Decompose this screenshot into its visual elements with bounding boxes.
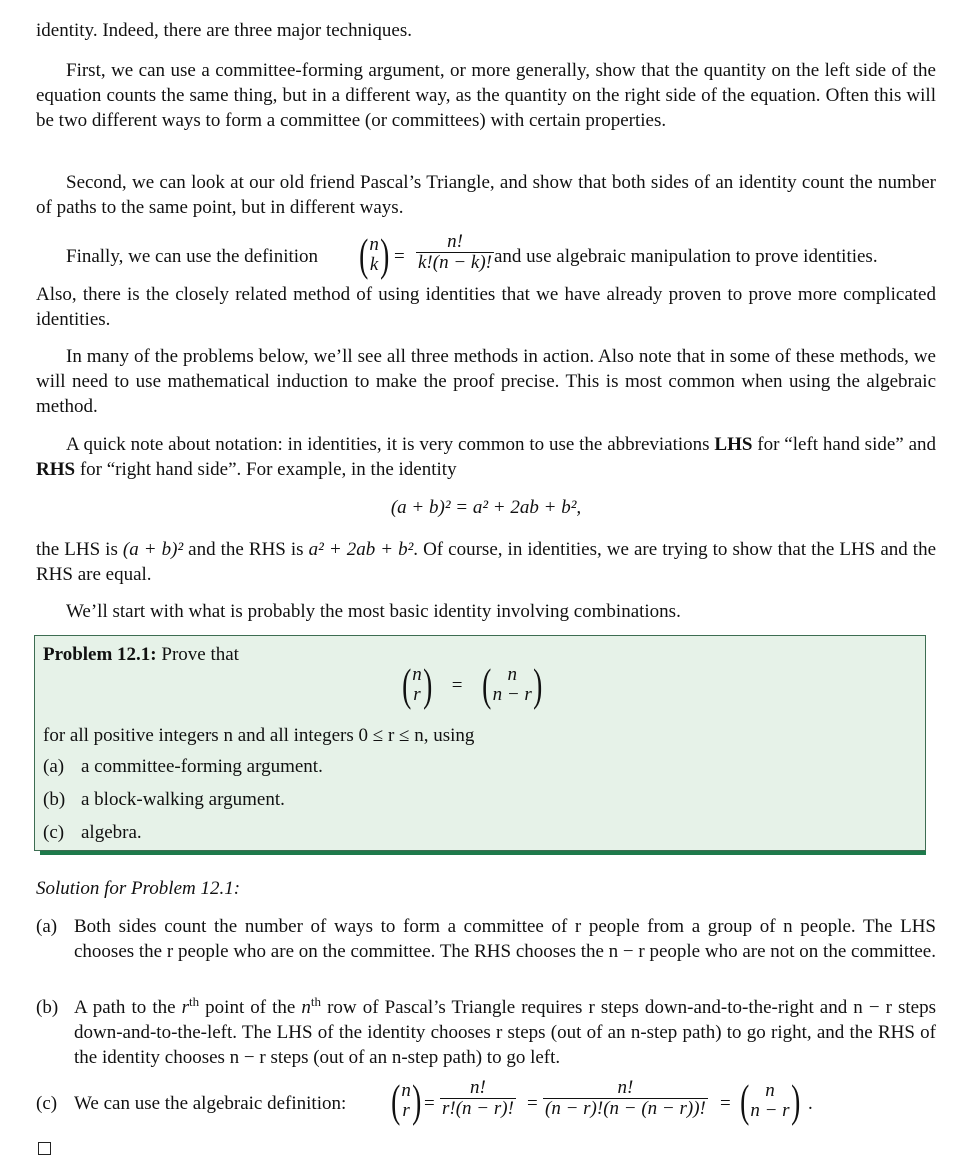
binom-bottom: k xyxy=(369,254,379,275)
problem-box-inner xyxy=(34,635,926,851)
solution-fraction-1: $\frac{n!}{r!(n - r)!}$ xyxy=(442,1077,514,1119)
paragraph-pascal: Second, we can look at our old friend Pascal’s Triangle, and show that both sides of an identity count the number of paths to the same point, but in different ways. xyxy=(36,172,936,218)
paragraph-definition-cont: Also, there is the closely related method of using identities that we have already proven to prove more complicated identities. xyxy=(36,284,936,330)
problem-title: Problem 12.1: xyxy=(43,644,157,665)
solution-fraction-2: $\frac{n!}{(n - r)!(n - (n - r))!}$ xyxy=(545,1077,706,1119)
choice-letter: (b) xyxy=(43,789,66,810)
problem-binom-rhs: ( n n − r ) xyxy=(482,659,543,710)
binom-n-k: ( n k ) xyxy=(359,229,390,280)
paragraph-methods: In many of the problems below, we’ll see all three methods in action. Also note that in some of these methods, we will need to use mathematical induction to make the proof precise. This is most common when using the algebraic method. xyxy=(36,346,936,417)
problem-equation xyxy=(35,659,909,710)
notation-text-b: for “left hand side” and xyxy=(752,434,937,455)
choice-text: a block-walking argument. xyxy=(81,789,285,810)
display-equation: (a + b)² = a² + 2ab + b², xyxy=(390,497,582,518)
solution-binom-lhs: ( n r ) xyxy=(391,1075,422,1126)
binom-top: n xyxy=(369,234,379,255)
factorial-fraction xyxy=(416,232,494,273)
notation-text-a: A quick note about notation: in identities, it is very common to use the abbreviations xyxy=(66,434,715,455)
choice-text: algebra. xyxy=(81,822,142,843)
solution-equals-1: = xyxy=(424,1093,435,1114)
lhsrhs-text-b: and the RHS is xyxy=(183,539,309,560)
solution-text-b: A path to the $r^{th}$ point of the $n^{th}$ row of Pascal’s Triangle requires r steps down-and-to-the-right and n − r steps down-and-to-the-left. The LHS of the identity chooses r steps (out of an n-step path) to go right, and the RHS of the identity chooses n − r steps (out of an n-step path) to go left. xyxy=(74,994,936,1068)
lhsrhs-text-a: the LHS is xyxy=(36,539,123,560)
problem-choice-b xyxy=(43,787,285,812)
solution-text-a: Both sides count the number of ways to form a committee of r people from a group of n people. The LHS chooses the r people who are on the committee. The RHS chooses the n − r people who are not on the committee. xyxy=(74,916,936,962)
paragraph-lhs-rhs xyxy=(36,537,936,587)
rhs-abbrev: RHS xyxy=(36,459,76,480)
lhsrhs-text-c: . Of course, in identities, we are trying to show that the LHS and the RHS are equal. xyxy=(36,539,936,585)
equals-sign: = xyxy=(394,246,405,267)
definition-text-before: Finally, we can use the definition xyxy=(66,246,319,267)
paragraph-notation xyxy=(36,432,936,482)
paragraph-start: We’ll start with what is probably the most basic identity involving combinations. xyxy=(66,601,681,622)
rhs-binom-top: n xyxy=(507,664,517,685)
qed-square-icon xyxy=(38,1142,51,1155)
fraction-denominator: k!(n − k)! xyxy=(418,252,492,273)
rhs-expression: a² + 2ab + b² xyxy=(308,539,414,560)
lhs-binom-bottom: r xyxy=(413,684,421,705)
solution-part-c xyxy=(36,1075,936,1128)
choice-letter: (c) xyxy=(43,822,65,843)
problem-equals: = xyxy=(451,674,463,696)
problem-binom-lhs: ( n r ) xyxy=(401,659,432,710)
solution-binom-rhs: ( n n − r ) xyxy=(740,1075,800,1126)
solution-period: . xyxy=(808,1093,813,1114)
solution-equals-2: = xyxy=(527,1093,538,1114)
fraction-numerator: n! xyxy=(416,232,494,253)
solution-label-a: (a) xyxy=(36,916,58,937)
choice-letter: (a) xyxy=(43,756,65,777)
problem-box xyxy=(34,635,924,853)
solution-equals-3: = xyxy=(720,1093,731,1114)
problem-condition: for all positive integers n and all integers 0 ≤ r ≤ n, using xyxy=(43,725,475,746)
notation-text-c: for “right hand side”. For example, in the identity xyxy=(75,459,457,480)
problem-choice-c xyxy=(43,820,142,845)
lhs-binom-top: n xyxy=(412,664,422,685)
paragraph-intro: identity. Indeed, there are three major techniques. xyxy=(36,20,412,41)
paragraph-committee: First, we can use a committee-forming argument, or more generally, show that the quantity on the left side of the equation counts the same thing, but in a different way, as the quantity on the right side of the equation. Often this will be two different ways to form a committee (or committees) with certain properties. xyxy=(36,60,936,131)
solution-label-b: (b) xyxy=(36,997,59,1018)
solution-heading: Solution for Problem 12.1: xyxy=(36,878,241,899)
problem-choice-a xyxy=(43,754,323,779)
definition-text-after: and use algebraic manipulation to prove identities. xyxy=(494,246,878,267)
lhs-expression: (a + b)² xyxy=(122,539,184,560)
lhs-abbrev: LHS xyxy=(714,434,753,455)
choice-text: a committee-forming argument. xyxy=(81,756,323,777)
rhs-binom-bottom: n − r xyxy=(492,684,532,705)
solution-text-c: We can use the algebraic definition: xyxy=(74,1093,347,1114)
paragraph-definition xyxy=(36,229,936,282)
solution-label-c: (c) xyxy=(36,1093,58,1114)
problem-intro: Prove that xyxy=(161,644,239,665)
